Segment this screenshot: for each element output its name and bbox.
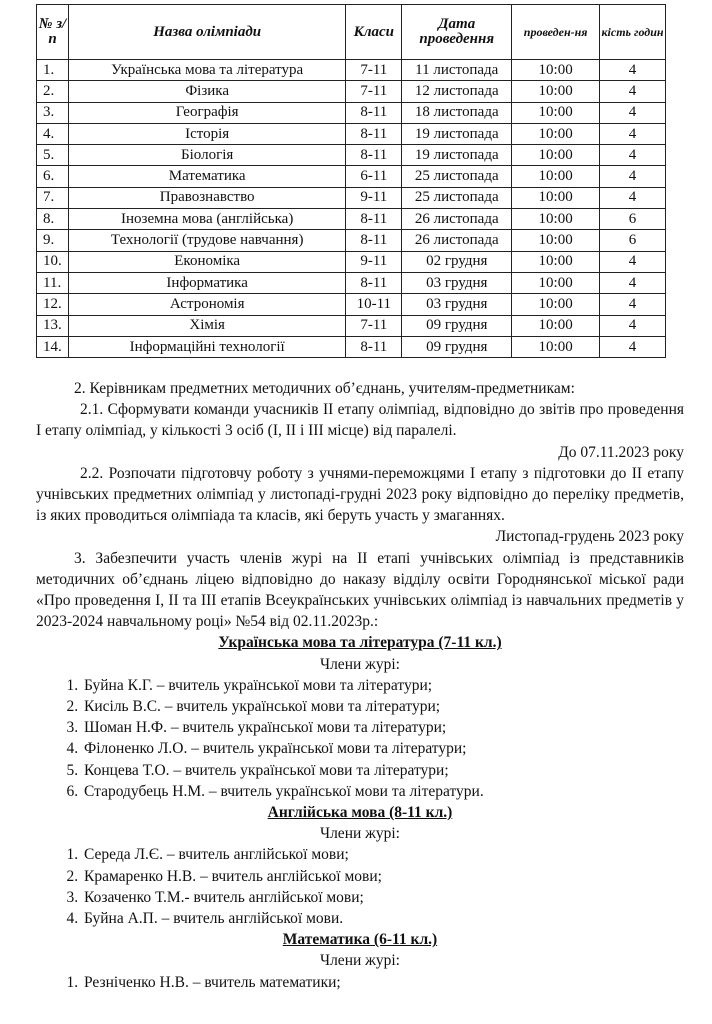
cell-num: 1. [37, 60, 69, 81]
jury-member: 3. Шоман Н.Ф. – вчитель української мови та літератури; [82, 717, 684, 738]
table-header-row [37, 5, 666, 60]
jury-member: 4. Буйна А.П. – вчитель англійської мови. [82, 908, 684, 929]
jury-sections [36, 632, 684, 992]
paragraph-2-2: 2.2. Розпочати підготовчу роботу з учнями-переможцями І етапу з підготовки до ІІ етапу учнівських предметних олімпіад у листопаді-грудні 2023 року відповідно до переліку предметів, із яких проводиться олімпіада та класів, які беруть участь у змаганнях. [36, 464, 684, 525]
paragraph-2-1: 2.1. Сформувати команди учасників ІІ етапу олімпіад, відповідно до звітів про проведення І етапу олімпіад, у кількості 3 осіб (І, ІІ і ІІІ місце) від паралелі. [36, 401, 684, 440]
cell-name: Астрономія [68, 294, 345, 315]
cell-time: 10:00 [512, 230, 600, 251]
cell-time: 10:00 [512, 123, 600, 144]
header-num: № з/п [37, 5, 69, 60]
cell-hours: 4 [600, 60, 666, 81]
table-row [37, 336, 666, 357]
jury-member-list [36, 972, 684, 993]
olympiad-schedule-table [36, 4, 666, 358]
deadline-2: Листопад-грудень 2023 року [495, 528, 684, 546]
table-row [37, 230, 666, 251]
cell-date: 09 грудня [402, 315, 512, 336]
jury-label: Члени журі: [320, 952, 400, 970]
cell-hours: 4 [600, 123, 666, 144]
cell-date: 25 листопада [402, 187, 512, 208]
cell-time: 10:00 [512, 272, 600, 293]
cell-name: Фізика [68, 81, 345, 102]
cell-date: 19 листопада [402, 123, 512, 144]
table-row [37, 123, 666, 144]
cell-hours: 4 [600, 251, 666, 272]
jury-subject-heading: Українська мова та література (7-11 кл.) [218, 634, 502, 652]
table-row [37, 60, 666, 81]
cell-date: 25 листопада [402, 166, 512, 187]
cell-num: 14. [37, 336, 69, 357]
paragraph-3: 3. Забезпечити участь членів журі на ІІ етапі учнівських олімпіад із представників методичних об’єднань ліцею відповідно до наказу відділу освіти Городнянської міської ради «Про проведення І, ІІ та ІІІ етапів Всеукраїнських учнівських олімпіад із навчальних предметів у 2023-2024 навчальному році» №54 від 02.11.2023р.: [36, 549, 684, 631]
cell-date: 11 листопада [402, 60, 512, 81]
cell-grades: 9-11 [346, 187, 402, 208]
cell-hours: 4 [600, 166, 666, 187]
jury-member: 4. Філоненко Л.О. – вчитель української мови та літератури; [82, 738, 684, 759]
jury-subject-heading: Англійська мова (8-11 кл.) [267, 804, 453, 822]
cell-hours: 4 [600, 272, 666, 293]
cell-grades: 8-11 [346, 102, 402, 123]
table-row [37, 145, 666, 166]
cell-time: 10:00 [512, 209, 600, 230]
cell-num: 11. [37, 272, 69, 293]
cell-time: 10:00 [512, 315, 600, 336]
table-row [37, 294, 666, 315]
table-row [37, 102, 666, 123]
cell-time: 10:00 [512, 102, 600, 123]
cell-grades: 9-11 [346, 251, 402, 272]
cell-time: 10:00 [512, 294, 600, 315]
cell-hours: 4 [600, 187, 666, 208]
cell-hours: 4 [600, 102, 666, 123]
table-row [37, 187, 666, 208]
cell-grades: 8-11 [346, 123, 402, 144]
cell-name: Історія [68, 123, 345, 144]
jury-label: Члени журі: [320, 825, 400, 843]
cell-time: 10:00 [512, 336, 600, 357]
cell-name: Технології (трудове навчання) [68, 230, 345, 251]
cell-time: 10:00 [512, 81, 600, 102]
cell-name: Математика [68, 166, 345, 187]
cell-num: 13. [37, 315, 69, 336]
table-row [37, 166, 666, 187]
cell-date: 12 листопада [402, 81, 512, 102]
header-date: Дата проведення [402, 5, 512, 60]
table-row [37, 209, 666, 230]
header-name: Назва олімпіади [68, 5, 345, 60]
cell-date: 26 листопада [402, 209, 512, 230]
paragraph-2: 2. Керівникам предметних методичних об’єднань, учителям-предметникам: [74, 380, 575, 397]
cell-num: 8. [37, 209, 69, 230]
cell-grades: 7-11 [346, 315, 402, 336]
cell-num: 5. [37, 145, 69, 166]
cell-grades: 8-11 [346, 230, 402, 251]
jury-subject-heading: Математика (6-11 кл.) [282, 931, 438, 949]
cell-hours: 4 [600, 81, 666, 102]
cell-name: Хімія [68, 315, 345, 336]
cell-hours: 6 [600, 230, 666, 251]
cell-time: 10:00 [512, 145, 600, 166]
jury-member: 5. Концева Т.О. – вчитель української мови та літератури; [82, 760, 684, 781]
cell-name: Географія [68, 102, 345, 123]
cell-name: Біологія [68, 145, 345, 166]
cell-num: 3. [37, 102, 69, 123]
cell-num: 9. [37, 230, 69, 251]
cell-num: 10. [37, 251, 69, 272]
cell-num: 7. [37, 187, 69, 208]
cell-date: 26 листопада [402, 230, 512, 251]
cell-date: 03 грудня [402, 294, 512, 315]
cell-num: 4. [37, 123, 69, 144]
cell-grades: 8-11 [346, 336, 402, 357]
cell-grades: 10-11 [346, 294, 402, 315]
table-row [37, 272, 666, 293]
cell-name: Інформатика [68, 272, 345, 293]
header-time: проведен-ня [512, 5, 600, 60]
document-body [36, 378, 684, 993]
header-grades: Класи [346, 5, 402, 60]
jury-member-list [36, 844, 684, 929]
cell-num: 12. [37, 294, 69, 315]
jury-member: 1. Резніченко Н.В. – вчитель математики; [82, 972, 684, 993]
cell-name: Інформаційні технології [68, 336, 345, 357]
cell-grades: 8-11 [346, 272, 402, 293]
cell-num: 6. [37, 166, 69, 187]
table-row [37, 81, 666, 102]
jury-member: 3. Козаченко Т.М.- вчитель англійської мови; [82, 887, 684, 908]
cell-hours: 4 [600, 145, 666, 166]
cell-num: 2. [37, 81, 69, 102]
cell-date: 02 грудня [402, 251, 512, 272]
cell-date: 09 грудня [402, 336, 512, 357]
cell-hours: 4 [600, 294, 666, 315]
cell-time: 10:00 [512, 251, 600, 272]
jury-member: 2. Крамаренко Н.В. – вчитель англійської мови; [82, 866, 684, 887]
jury-member: 6. Стародубець Н.М. – вчитель української мови та літератури. [82, 781, 684, 802]
cell-grades: 7-11 [346, 60, 402, 81]
table-row [37, 251, 666, 272]
cell-grades: 8-11 [346, 209, 402, 230]
cell-date: 18 листопада [402, 102, 512, 123]
jury-member: 1. Буйна К.Г. – вчитель української мови та літератури; [82, 675, 684, 696]
cell-hours: 6 [600, 209, 666, 230]
cell-grades: 6-11 [346, 166, 402, 187]
cell-time: 10:00 [512, 187, 600, 208]
cell-name: Іноземна мова (англійська) [68, 209, 345, 230]
header-hours: кість годин [600, 5, 666, 60]
jury-member: 1. Середа Л.Є. – вчитель англійської мови; [82, 844, 684, 865]
table-row [37, 315, 666, 336]
cell-grades: 8-11 [346, 145, 402, 166]
cell-grades: 7-11 [346, 81, 402, 102]
jury-member: 2. Кисіль В.С. – вчитель української мови та літератури; [82, 696, 684, 717]
cell-time: 10:00 [512, 60, 600, 81]
cell-name: Українська мова та література [68, 60, 345, 81]
cell-hours: 4 [600, 315, 666, 336]
cell-time: 10:00 [512, 166, 600, 187]
cell-date: 19 листопада [402, 145, 512, 166]
deadline-1: До 07.11.2023 року [558, 443, 684, 461]
jury-label: Члени журі: [320, 655, 400, 673]
cell-date: 03 грудня [402, 272, 512, 293]
jury-member-list [36, 675, 684, 802]
cell-hours: 4 [600, 336, 666, 357]
cell-name: Економіка [68, 251, 345, 272]
cell-name: Правознавство [68, 187, 345, 208]
